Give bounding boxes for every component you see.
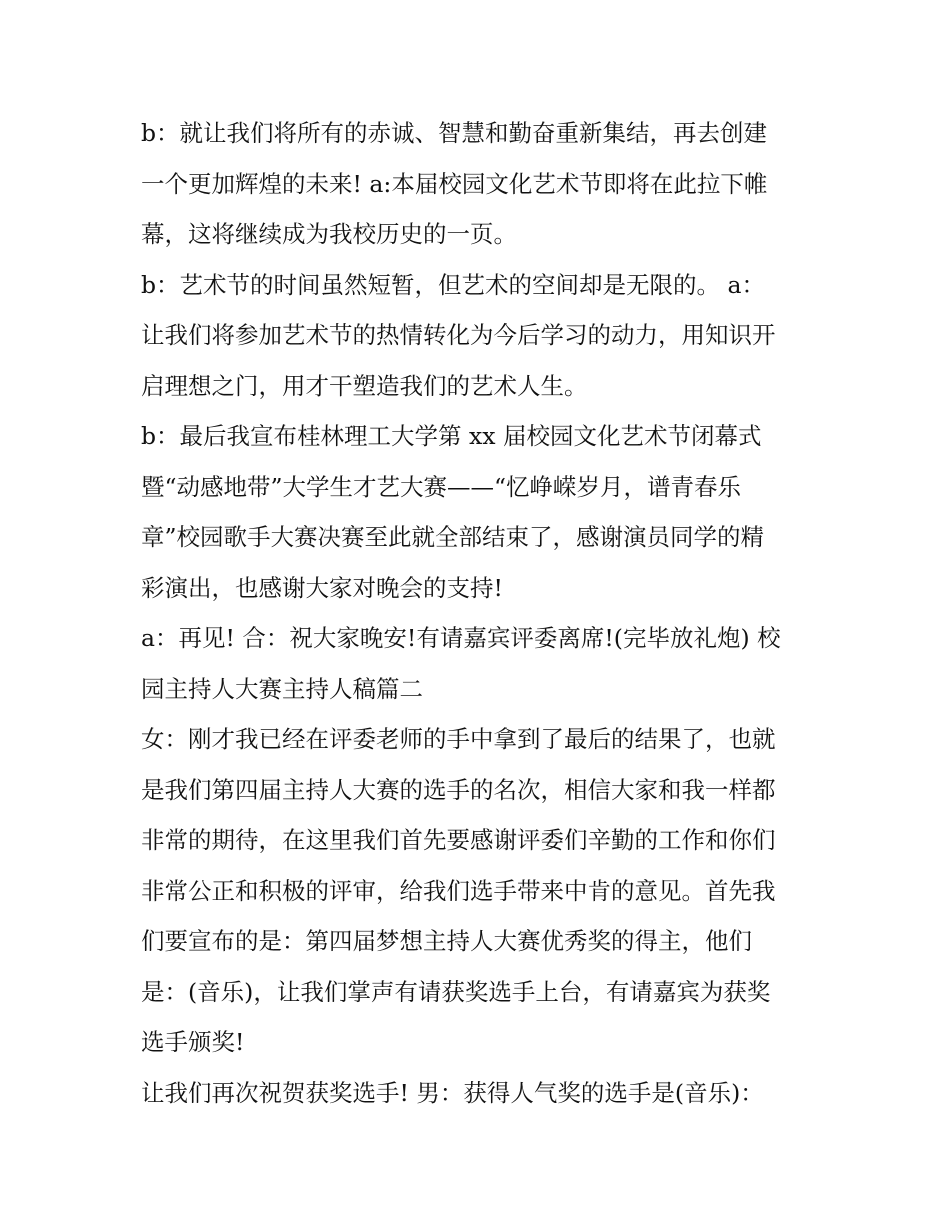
paragraph-1 [141,108,821,260]
text-line: b：就让我们将所有的赤诚、智慧和勤奋重新集结，再去创建 [141,119,768,147]
text-line: 是：(音乐)，让我们掌声有请获奖选手上台，有请嘉宾为获奖 [141,977,771,1006]
document-body [141,108,821,1118]
paragraph-3 [141,411,821,613]
text-line: 暨“动感地带”大学生才艺大赛——“忆峥嵘岁月，谱青春乐 [141,472,742,501]
text-line: 一个更加辉煌的未来! a:本届校园文化艺术节即将在此拉下帷 [141,169,768,198]
text-line: 章”校园歌手大赛决赛至此就全部结束了，感谢演员同学的精 [141,523,765,551]
text-line: 是我们第四届主持人大赛的选手的名次，相信大家和我一样都 [141,775,776,804]
text-line: 启理想之门，用才干塑造我们的艺术人生。 [141,371,588,400]
paragraph-4 [141,613,821,714]
text-line: 非常公正和积极的评审，给我们选手带来中肯的意见。首先我 [141,876,776,905]
text-line: b：最后我宣布桂林理工大学第 xx 届校园文化艺术节闭幕式 [141,422,762,450]
text-line: 让我们再次祝贺获奖选手! 男：获得人气奖的选手是(音乐)： [141,1078,764,1107]
text-line: 园主持人大赛主持人稿篇二 [141,674,423,703]
paragraph-2 [141,260,821,412]
text-line: 让我们将参加艺术节的热情转化为今后学习的动力，用知识开 [141,321,776,349]
text-line: 彩演出，也感谢大家对晚会的支持! [141,573,503,602]
text-line: 幕，这将继续成为我校历史的一页。 [141,220,517,248]
paragraph-5 [141,714,821,1068]
text-line: 们要宣布的是：第四届梦想主持人大赛优秀奖的得主，他们 [141,927,752,955]
text-line: 选手颁奖! [141,1028,245,1056]
text-line: 女：刚才我已经在评委老师的手中拿到了最后的结果了，也就 [141,725,776,753]
text-line: 非常的期待，在这里我们首先要感谢评委们辛勤的工作和你们 [141,826,776,854]
text-line: a：再见! 合：祝大家晚安!有请嘉宾评委离席!(完毕放礼炮) 校 [141,624,781,652]
text-line: b：艺术节的时间虽然短暂，但艺术的空间却是无限的。 a： [141,270,766,299]
paragraph-6 [141,1068,821,1119]
